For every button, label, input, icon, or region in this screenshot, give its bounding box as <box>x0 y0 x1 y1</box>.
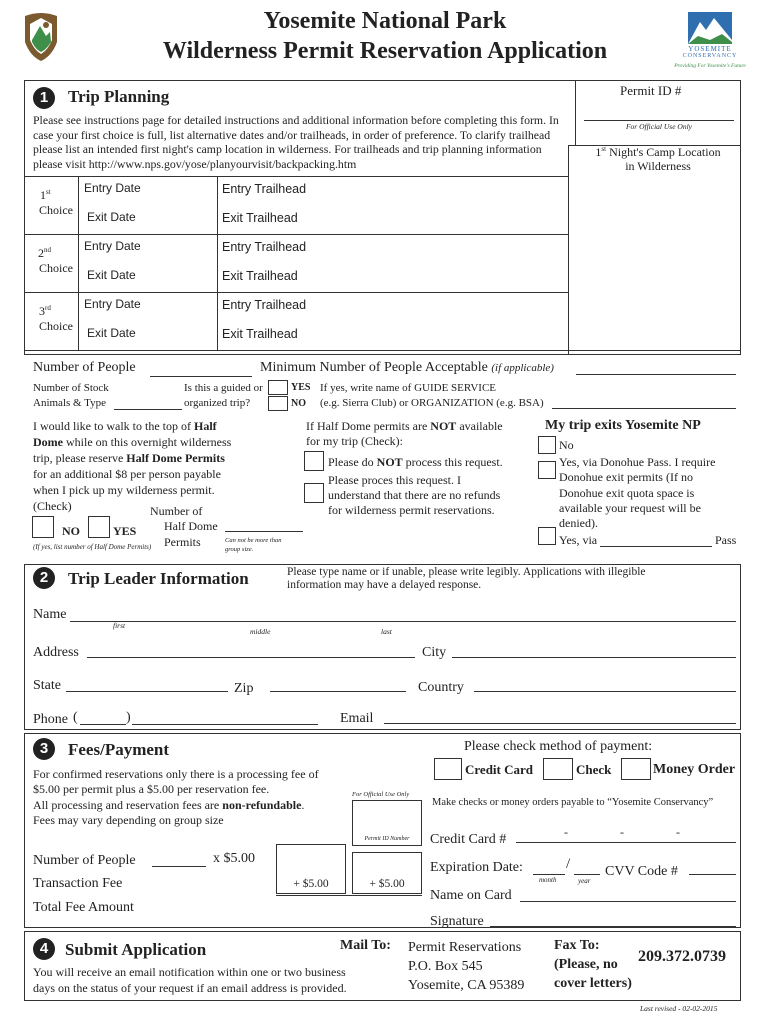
choice-2-exit-trailhead[interactable]: Exit Trailhead <box>222 269 298 283</box>
section-number-2: 2 <box>33 567 55 589</box>
zip-field[interactable] <box>270 691 406 692</box>
half-dome-yes-label: YES <box>113 524 137 538</box>
address-field[interactable] <box>87 657 415 658</box>
guide-service-field[interactable] <box>552 408 736 409</box>
fees-text-3: All processing and reservation fees are non-refundable. <box>33 798 305 812</box>
trip-planning-title: Trip Planning <box>68 87 170 106</box>
phone-label: Phone <box>33 712 68 727</box>
exit-no-label: No <box>559 438 574 452</box>
cc-dash-1: - <box>564 825 568 839</box>
choice-1-exit-trailhead[interactable]: Exit Trailhead <box>222 211 298 225</box>
choice-3-word: Choice <box>39 319 73 333</box>
not-available-text-2: for my trip (Check): <box>306 434 403 448</box>
check-checkbox[interactable] <box>543 758 573 780</box>
exit-via-checkbox[interactable] <box>538 527 556 545</box>
trip-leader-title: Trip Leader Information <box>68 569 249 588</box>
process-request-checkbox[interactable] <box>304 483 324 503</box>
process-request-label-1: Please proces this request. I <box>328 473 461 487</box>
fax-label-2: (Please, no <box>554 957 618 972</box>
credit-card-checkbox[interactable] <box>434 758 462 780</box>
guided-no-label: NO <box>291 398 306 409</box>
fees-people-label: Number of People <box>33 853 136 868</box>
page-title-line1: Yosemite National Park <box>263 8 507 34</box>
half-dome-max-1: Can not be more than <box>225 537 282 544</box>
half-dome-number-label-2: Half Dome <box>164 519 218 533</box>
logo-name: YOSEMITE <box>688 45 732 53</box>
half-dome-text-5: when I pick up my wilderness permit. <box>33 483 215 497</box>
guided-label-2: organized trip? <box>184 397 251 409</box>
zip-label: Zip <box>234 681 254 696</box>
money-order-label: Money Order <box>653 762 736 777</box>
half-dome-number-field[interactable] <box>225 531 303 532</box>
half-dome-text-2: Dome while on this overnight wilderness <box>33 435 232 449</box>
name-label: Name <box>33 607 67 622</box>
choice-2-entry-trailhead[interactable]: Entry Trailhead <box>222 240 307 254</box>
half-dome-yes-checkbox[interactable] <box>88 516 110 538</box>
exit-via-field[interactable] <box>600 546 712 547</box>
submit-title: Submit Application <box>65 940 207 959</box>
mail-address-3: Yosemite, CA 95389 <box>408 978 525 993</box>
process-request-label-3: for wilderness permit reservations. <box>328 503 495 517</box>
trip-exits-title: My trip exits Yosemite NP <box>545 418 701 433</box>
choice-2-word: Choice <box>39 261 73 275</box>
credit-card-number-label: Credit Card # <box>430 832 507 847</box>
choice-1-word: Choice <box>39 203 73 217</box>
cvv-field[interactable] <box>689 874 736 875</box>
stock-label-2: Animals & Type <box>33 397 106 409</box>
name-last-hint: last <box>381 627 392 636</box>
mail-address-1: Permit Reservations <box>408 940 522 955</box>
choice-3-entry-date[interactable]: Entry Date <box>84 297 141 311</box>
fees-official-note: For Official Use Only <box>352 791 410 798</box>
half-dome-text-1: I would like to walk to the top of Half <box>33 419 217 433</box>
credit-card-number-field[interactable] <box>516 842 736 843</box>
section-number-4: 4 <box>33 938 55 960</box>
country-label: Country <box>418 680 464 695</box>
half-dome-max-2: group size. <box>225 546 254 553</box>
country-field[interactable] <box>474 691 736 692</box>
expiration-slash: / <box>566 856 571 872</box>
min-people-label: Minimum Number of People Acceptable (if applicable) <box>260 360 554 375</box>
min-people-field[interactable] <box>576 374 736 375</box>
fax-number: 209.372.0739 <box>638 948 726 965</box>
name-on-card-field[interactable] <box>520 901 736 902</box>
half-dome-no-checkbox[interactable] <box>32 516 54 538</box>
leader-note-1: Please type name or if unable, please write legibly. Applications with illegible <box>287 566 646 578</box>
choice-3-exit-trailhead[interactable]: Exit Trailhead <box>222 327 298 341</box>
email-label: Email <box>340 711 374 726</box>
submit-text-1: You will receive an email notification within one or two business <box>33 965 346 979</box>
exit-no-checkbox[interactable] <box>538 436 556 454</box>
permit-official-note: For Official Use Only <box>625 122 693 131</box>
guided-no-checkbox[interactable] <box>268 396 288 411</box>
half-dome-text-4: for an additional $8 per person payable <box>33 467 221 481</box>
fax-label-3: cover letters) <box>554 976 632 991</box>
half-dome-number-label-3: Permits <box>164 535 201 549</box>
transaction-fee-label: Transaction Fee <box>33 876 123 891</box>
submit-text-2: days on the status of your request if an email address is provided. <box>33 981 347 995</box>
choice-1-entry-trailhead[interactable]: Entry Trailhead <box>222 182 307 196</box>
phone-paren-close: ) <box>126 710 131 725</box>
half-dome-text-6: (Check) <box>33 499 72 513</box>
expiration-month-hint: month <box>539 876 557 884</box>
choice-2-entry-date[interactable]: Entry Date <box>84 239 141 253</box>
address-label: Address <box>33 645 79 660</box>
fax-label-1: Fax To: <box>554 938 600 953</box>
fees-x5-label: x $5.00 <box>213 851 255 866</box>
leader-note-2: information may have a delayed response. <box>287 579 482 591</box>
cvv-label: CVV Code # <box>605 864 678 879</box>
half-dome-no-label: NO <box>62 524 80 538</box>
cc-dash-3: - <box>676 825 680 839</box>
signature-label: Signature <box>430 914 484 929</box>
half-dome-text-3: trip, please reserve Half Dome Permits <box>33 451 225 465</box>
city-label: City <box>422 645 447 660</box>
first-night-label-2: in Wilderness <box>625 159 691 173</box>
payable-note: Make checks or money orders payable to “Yosemite Conservancy” <box>432 797 714 808</box>
choice-1-exit-date[interactable]: Exit Date <box>87 210 136 224</box>
expiration-year-field[interactable] <box>574 874 600 875</box>
conservancy-logo-icon <box>688 12 732 44</box>
exit-via-label: Yes, via <box>559 533 598 547</box>
state-label: State <box>33 678 61 693</box>
transaction-fee-amount-1: + $5.00 <box>293 878 329 890</box>
guide-service-label-1: If yes, write name of GUIDE SERVICE <box>320 382 496 394</box>
expiration-label: Expiration Date: <box>430 860 523 875</box>
section-number-3: 3 <box>33 738 55 760</box>
guided-yes-label: YES <box>291 382 311 393</box>
name-middle-hint: middle <box>250 627 271 636</box>
guided-label-1: Is this a guided or <box>184 382 263 394</box>
name-on-card-label: Name on Card <box>430 888 512 903</box>
phone-number-field[interactable] <box>132 724 318 725</box>
total-fee-label: Total Fee Amount <box>33 900 134 915</box>
city-field[interactable] <box>452 657 736 658</box>
signature-field[interactable] <box>490 926 736 927</box>
expiration-year-hint: year <box>578 877 591 885</box>
fees-people-field[interactable] <box>152 866 206 867</box>
logo-tagline: Providing For Yosemite's Future <box>674 63 746 69</box>
choice-3-entry-trailhead[interactable]: Entry Trailhead <box>222 298 307 312</box>
choice-2-label: 2nd <box>38 246 51 260</box>
choice-3-exit-date[interactable]: Exit Date <box>87 326 136 340</box>
fees-title: Fees/Payment <box>68 740 170 759</box>
choice-2-exit-date[interactable]: Exit Date <box>87 268 136 282</box>
guide-service-label-2: (e.g. Sierra Club) or ORGANIZATION (e.g. BSA) <box>320 397 544 409</box>
cc-dash-2: - <box>620 825 624 839</box>
exit-donohue-label-2: Donohue exit permits (If no <box>559 470 693 484</box>
mail-to-label: Mail To: <box>340 938 391 953</box>
half-dome-number-label-1: Number of <box>150 504 203 518</box>
half-dome-note: (If yes, list number of Half Dome Permits) <box>33 543 152 551</box>
payment-method-label: Please check method of payment: <box>464 739 653 754</box>
number-of-people-label: Number of People <box>33 360 136 375</box>
exit-donohue-label-4: available your request will be <box>559 501 701 515</box>
transaction-fee-amount-2: + $5.00 <box>369 878 405 890</box>
phone-paren-open: ( <box>73 710 78 725</box>
credit-card-label: Credit Card <box>465 762 534 777</box>
exit-donohue-label-5: denied). <box>559 516 598 530</box>
exit-pass-label: Pass <box>715 533 737 547</box>
last-revised: Last revised - 02-02-2015 <box>640 1004 718 1013</box>
stock-field[interactable] <box>114 409 182 410</box>
money-order-checkbox[interactable] <box>621 758 651 780</box>
choice-1-entry-date[interactable]: Entry Date <box>84 181 141 195</box>
process-request-label-2: understand that there are no refunds <box>328 488 501 502</box>
choice-3-label: 3rd <box>39 304 51 318</box>
do-not-process-label: Please do NOT process this request. <box>328 455 503 469</box>
exit-donohue-label-1: Yes, via Donohue Pass. I require <box>559 455 716 469</box>
expiration-month-field[interactable] <box>533 874 565 875</box>
permit-id-label: Permit ID # <box>620 83 682 98</box>
fees-permit-id-label: Permit ID Number <box>364 836 410 842</box>
name-field[interactable] <box>70 621 736 622</box>
not-available-text-1: If Half Dome permits are NOT available <box>306 419 503 433</box>
name-first-hint: first <box>113 621 126 630</box>
exit-donohue-checkbox[interactable] <box>538 461 556 479</box>
check-label: Check <box>576 762 612 777</box>
number-of-people-field[interactable] <box>150 376 252 377</box>
section-number-1: 1 <box>33 87 55 109</box>
choice-1-label: 1st <box>40 188 51 202</box>
fees-text-2: $5.00 per permit plus a $5.00 per reservation fee. <box>33 782 270 796</box>
first-night-label: 1st Night's Camp Location <box>595 145 721 159</box>
do-not-process-checkbox[interactable] <box>304 451 324 471</box>
logo-sub: CONSERVANCY <box>682 53 738 59</box>
stock-label-1: Number of Stock <box>33 382 109 394</box>
guided-yes-checkbox[interactable] <box>268 380 288 395</box>
mail-address-2: P.O. Box 545 <box>408 959 483 974</box>
permit-id-field[interactable] <box>584 120 734 121</box>
fees-text-4: Fees may vary depending on group size <box>33 813 224 827</box>
exit-donohue-label-3: Donohue exit quota space is <box>559 486 695 500</box>
email-field[interactable] <box>384 723 736 724</box>
state-field[interactable] <box>66 691 228 692</box>
fees-text-1: For confirmed reservations only there is a processing fee of <box>33 767 319 781</box>
trip-intro-text: Please see instructions page for detailed instructions and additional information before completing this form. In case your first choice is full, list alternative dates and/or trailheads, in order of preference. To clarify trailhead please list an intended first night's camp location in wilderness. For trailheads and trip planning information please visit http://www.nps.gov/yose/planyourvisit/backpacking.htm <box>33 113 559 171</box>
page-title-line2: Wilderness Permit Reservation Application <box>162 38 608 64</box>
phone-area-code-field[interactable] <box>80 724 126 725</box>
